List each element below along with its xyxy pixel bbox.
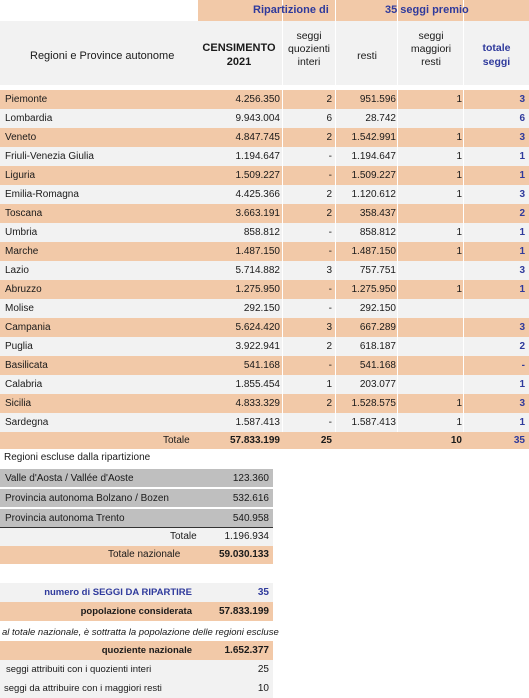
column-divider [463, 223, 464, 242]
column-divider [282, 318, 283, 337]
census-value: 1.587.413 [235, 417, 280, 428]
column-divider [397, 166, 398, 185]
remainder-seats-value [398, 337, 462, 356]
exclusion-note: al totale nazionale, è sottratta la popolazione delle regioni escluse [2, 627, 279, 638]
national-quotient-value: 1.652.377 [224, 645, 269, 656]
census-value: 9.943.004 [235, 113, 280, 124]
integer-seats-label: seggi attribuiti con i quozienti interi [6, 664, 152, 675]
column-header-total-seats [464, 41, 529, 69]
column-divider [335, 356, 336, 375]
column-header-regions: Regioni e Province autonome [30, 50, 175, 62]
column-divider [282, 147, 283, 166]
region-name: Campania [5, 322, 51, 333]
column-header-line: seggi [418, 30, 444, 42]
remainder-value: 1.487.150 [351, 246, 396, 257]
remainder-value: 1.194.647 [351, 151, 396, 162]
column-divider [335, 261, 336, 280]
remainder-seats-value: 1 [456, 151, 462, 162]
census-value: 4.256.350 [235, 94, 280, 105]
column-divider [463, 337, 464, 356]
header-span-label: 35 seggi premio [385, 4, 469, 16]
census-value: 3.922.941 [235, 341, 280, 352]
national-quotient-row [0, 641, 273, 660]
remainder-seats-value [398, 356, 462, 375]
column-divider [335, 204, 336, 223]
column-divider [335, 185, 336, 204]
region-name: Calabria [5, 379, 43, 390]
region-name: Abruzzo [5, 284, 42, 295]
quotient-seats-value: - [328, 227, 332, 238]
excluded-total-row [0, 528, 273, 546]
census-value: 541.168 [243, 360, 280, 371]
column-header-census [196, 41, 282, 69]
census-value: 292.150 [243, 303, 280, 314]
integer-seats-row [0, 660, 273, 679]
column-divider [282, 128, 283, 147]
quotient-seats-value: 2 [326, 341, 332, 352]
column-divider [463, 90, 464, 109]
column-divider [463, 109, 464, 128]
remainder-value: 951.596 [359, 94, 396, 105]
column-divider [397, 318, 398, 337]
column-header-line: seggi [296, 30, 322, 42]
column-divider [282, 242, 283, 261]
national-total-label: Totale nazionale [108, 549, 181, 560]
column-divider [463, 356, 464, 375]
total-seats-value: 6 [519, 113, 525, 124]
quotient-seats-value: 2 [326, 208, 332, 219]
census-value: 5.714.882 [235, 265, 280, 276]
region-name: Sicilia [5, 398, 32, 409]
column-divider [282, 166, 283, 185]
column-divider [463, 299, 464, 318]
remainder-seats-value: 1 [456, 94, 462, 105]
column-divider [335, 394, 336, 413]
total-seats-value: 1 [519, 379, 525, 390]
totals-census: 57.833.199 [229, 435, 280, 446]
column-divider [463, 185, 464, 204]
column-divider [463, 318, 464, 337]
remainder-seats-value [398, 261, 462, 280]
column-divider [463, 280, 464, 299]
excluded-value: 532.616 [232, 493, 269, 504]
column-divider [397, 242, 398, 261]
column-divider [282, 280, 283, 299]
remainder-value: 1.542.991 [351, 132, 396, 143]
column-divider [397, 147, 398, 166]
excluded-total-value: 1.196.934 [224, 531, 269, 542]
table-row [0, 318, 529, 337]
region-name: Marche [5, 246, 39, 257]
excluded-name: Valle d'Aosta / Vallée d'Aoste [5, 473, 134, 484]
region-name: Molise [5, 303, 34, 314]
column-header-line: totale [482, 42, 511, 54]
remainder-value: 1.509.227 [351, 170, 396, 181]
column-divider [335, 242, 336, 261]
remainder-seats-value [398, 204, 462, 223]
table-row [0, 299, 529, 318]
remainder-value: 358.437 [359, 208, 396, 219]
total-seats-value: 3 [519, 94, 525, 105]
column-divider [335, 337, 336, 356]
column-header-line: seggi [482, 56, 511, 68]
remainder-seats-value [398, 109, 462, 128]
quotient-seats-value: - [328, 170, 332, 181]
column-divider [335, 413, 336, 432]
totals-row [0, 432, 529, 449]
quotient-seats-value: 2 [326, 94, 332, 105]
census-value: 858.812 [243, 227, 280, 238]
quotient-seats-value: - [328, 417, 332, 428]
quotient-seats-value: - [328, 284, 332, 295]
region-name: Lazio [5, 265, 29, 276]
remainder-value: 618.187 [359, 341, 396, 352]
remainder-seats-value: 1 [456, 398, 462, 409]
column-divider [282, 356, 283, 375]
remainder-value: 667.289 [359, 322, 396, 333]
total-seats-value: 2 [519, 341, 525, 352]
excluded-title: Regioni escluse dalla ripartizione [4, 452, 151, 463]
column-divider [463, 147, 464, 166]
population-row [0, 602, 273, 621]
census-value: 3.663.191 [235, 208, 280, 219]
remainder-value: 28.742 [365, 113, 396, 124]
census-value: 1.509.227 [235, 170, 280, 181]
remainder-seats-value: 1 [456, 284, 462, 295]
excluded-row [0, 469, 273, 488]
region-name: Liguria [5, 170, 36, 181]
column-divider [335, 109, 336, 128]
integer-seats-value: 25 [257, 664, 269, 675]
column-header-line: CENSIMENTO [202, 42, 276, 54]
remainder-seats-value: 1 [456, 246, 462, 257]
table-row [0, 109, 529, 128]
excluded-row [0, 489, 273, 508]
remainder-value: 1.528.575 [351, 398, 396, 409]
quotient-seats-value: 6 [326, 113, 332, 124]
excluded-name: Provincia autonoma Bolzano / Bozen [5, 493, 169, 504]
remainder-value: 541.168 [359, 360, 396, 371]
census-value: 1.855.454 [235, 379, 280, 390]
column-divider [335, 299, 336, 318]
region-name: Emilia-Romagna [5, 189, 79, 200]
region-name: Basilicata [5, 360, 48, 371]
region-name: Friuli-Venezia Giulia [5, 151, 94, 162]
quotient-seats-value: 3 [326, 265, 332, 276]
column-divider [397, 375, 398, 394]
national-total-row [0, 546, 273, 564]
column-divider [397, 356, 398, 375]
total-seats-value [464, 299, 525, 318]
remainder-seats-value [398, 375, 462, 394]
table-row [0, 337, 529, 356]
excluded-value: 123.360 [232, 473, 269, 484]
column-divider [397, 109, 398, 128]
remainder-value: 203.077 [359, 379, 396, 390]
total-seats-value: 1 [519, 151, 525, 162]
total-seats-value: 3 [519, 189, 525, 200]
census-value: 4.833.329 [235, 398, 280, 409]
excluded-row [0, 509, 273, 528]
column-divider [282, 413, 283, 432]
quotient-seats-value: - [328, 246, 332, 257]
total-seats-value: 2 [519, 208, 525, 219]
column-divider [282, 394, 283, 413]
census-value: 5.624.420 [235, 322, 280, 333]
column-divider [397, 413, 398, 432]
column-divider [335, 280, 336, 299]
total-seats-value: 1 [519, 227, 525, 238]
remainder-seats-value: 10 [257, 683, 269, 694]
region-name: Toscana [5, 208, 43, 219]
table-row [0, 147, 529, 166]
table-row [0, 261, 529, 280]
column-divider [397, 394, 398, 413]
total-seats-value: 1 [519, 284, 525, 295]
region-name: Veneto [5, 132, 37, 143]
total-seats-value: 1 [519, 417, 525, 428]
totals-seats: 35 [513, 435, 525, 446]
column-header-remainders: resti [357, 50, 377, 62]
total-seats-value: 3 [519, 265, 525, 276]
totals-quotient-seats: 25 [320, 435, 332, 446]
column-divider [463, 394, 464, 413]
remainder-seats-value: 1 [456, 132, 462, 143]
total-seats-value: 1 [519, 170, 525, 181]
column-divider [463, 413, 464, 432]
column-header-line: interi [297, 56, 321, 68]
remainder-value: 757.751 [359, 265, 396, 276]
column-divider [397, 223, 398, 242]
quotient-seats-value: - [328, 360, 332, 371]
table-row [0, 90, 529, 109]
remainder-seats-value: 1 [456, 189, 462, 200]
column-divider [335, 90, 336, 109]
region-name: Puglia [5, 341, 33, 352]
table-row [0, 356, 529, 375]
remainder-value: 1.120.612 [351, 189, 396, 200]
quotient-seats-value: - [328, 303, 332, 314]
totals-label: Totale [163, 435, 190, 446]
census-value: 4.425.366 [235, 189, 280, 200]
column-divider [335, 223, 336, 242]
remainder-seats-row [0, 679, 273, 698]
population-value: 57.833.199 [218, 606, 269, 617]
table-row [0, 223, 529, 242]
census-value: 1.487.150 [235, 246, 280, 257]
column-divider [335, 318, 336, 337]
table-row [0, 394, 529, 413]
census-value: 1.194.647 [235, 151, 280, 162]
column-divider [335, 128, 336, 147]
column-header-line: 2021 [226, 56, 252, 68]
column-divider [335, 147, 336, 166]
header-span-label: Ripartizione di [253, 4, 329, 16]
column-divider [282, 185, 283, 204]
remainder-value: 292.150 [359, 303, 396, 314]
column-divider [282, 375, 283, 394]
excluded-name: Provincia autonoma Trento [5, 513, 125, 524]
column-divider [397, 261, 398, 280]
remainder-seats-value: 1 [456, 227, 462, 238]
column-divider [282, 337, 283, 356]
region-name: Umbria [5, 227, 38, 238]
total-seats-value: 3 [519, 322, 525, 333]
table-row [0, 413, 529, 432]
remainder-seats-value [398, 318, 462, 337]
column-divider [282, 90, 283, 109]
quotient-seats-value: 3 [326, 322, 332, 333]
remainder-value: 1.587.413 [351, 417, 396, 428]
seats-to-allocate-value: 35 [257, 587, 269, 598]
quotient-seats-value: - [328, 151, 332, 162]
column-divider [463, 242, 464, 261]
excluded-value: 540.958 [232, 513, 269, 524]
table-row [0, 280, 529, 299]
header-divider [335, 0, 336, 85]
seats-to-allocate-label: numero di SEGGI DA RIPARTIRE [44, 587, 192, 598]
column-divider [397, 299, 398, 318]
column-divider [282, 223, 283, 242]
table-row [0, 166, 529, 185]
column-header-quotient-seats [283, 30, 335, 69]
column-divider [463, 375, 464, 394]
table-row [0, 242, 529, 261]
remainder-seats-label: seggi da attribuire con i maggiori resti [4, 683, 162, 694]
region-name: Piemonte [5, 94, 48, 105]
quotient-seats-value: 2 [326, 398, 332, 409]
column-divider [397, 280, 398, 299]
column-divider [463, 204, 464, 223]
population-label: popolazione considerata [80, 606, 192, 617]
quotient-seats-value: 2 [326, 189, 332, 200]
column-header-line: quozienti [287, 43, 331, 55]
column-divider [335, 375, 336, 394]
column-header-line: resti [421, 56, 441, 68]
column-divider [282, 204, 283, 223]
region-name: Lombardia [5, 113, 53, 124]
column-header-line: maggiori [410, 43, 452, 55]
table-row [0, 128, 529, 147]
national-total-value: 59.030.133 [218, 549, 269, 560]
total-seats-value: 3 [519, 132, 525, 143]
total-seats-value: 3 [519, 398, 525, 409]
column-divider [397, 185, 398, 204]
column-divider [463, 166, 464, 185]
totals-remainder-seats: 10 [450, 435, 462, 446]
census-value: 4.847.745 [235, 132, 280, 143]
remainder-value: 858.812 [359, 227, 396, 238]
table-row [0, 185, 529, 204]
national-quotient-label: quoziente nazionale [101, 645, 192, 656]
remainder-value: 1.275.950 [351, 284, 396, 295]
region-name: Sardegna [5, 417, 49, 428]
header-band [198, 0, 529, 21]
remainder-seats-value: 1 [456, 417, 462, 428]
column-divider [282, 261, 283, 280]
quotient-seats-value: 1 [326, 379, 332, 390]
quotient-seats-value: 2 [326, 132, 332, 143]
column-divider [463, 128, 464, 147]
column-divider [335, 166, 336, 185]
column-divider [397, 337, 398, 356]
column-divider [463, 261, 464, 280]
total-seats-value: - [521, 360, 525, 371]
seats-to-allocate-row [0, 583, 273, 602]
column-divider [397, 128, 398, 147]
column-divider [282, 299, 283, 318]
column-divider [397, 204, 398, 223]
remainder-seats-value [398, 299, 462, 318]
total-seats-value: 1 [519, 246, 525, 257]
table-row [0, 375, 529, 394]
column-header-remainder-seats [398, 30, 464, 69]
census-value: 1.275.950 [235, 284, 280, 295]
excluded-total-label: Totale [170, 531, 197, 542]
table-row [0, 204, 529, 223]
column-divider [282, 109, 283, 128]
column-divider [397, 90, 398, 109]
remainder-seats-value: 1 [456, 170, 462, 181]
